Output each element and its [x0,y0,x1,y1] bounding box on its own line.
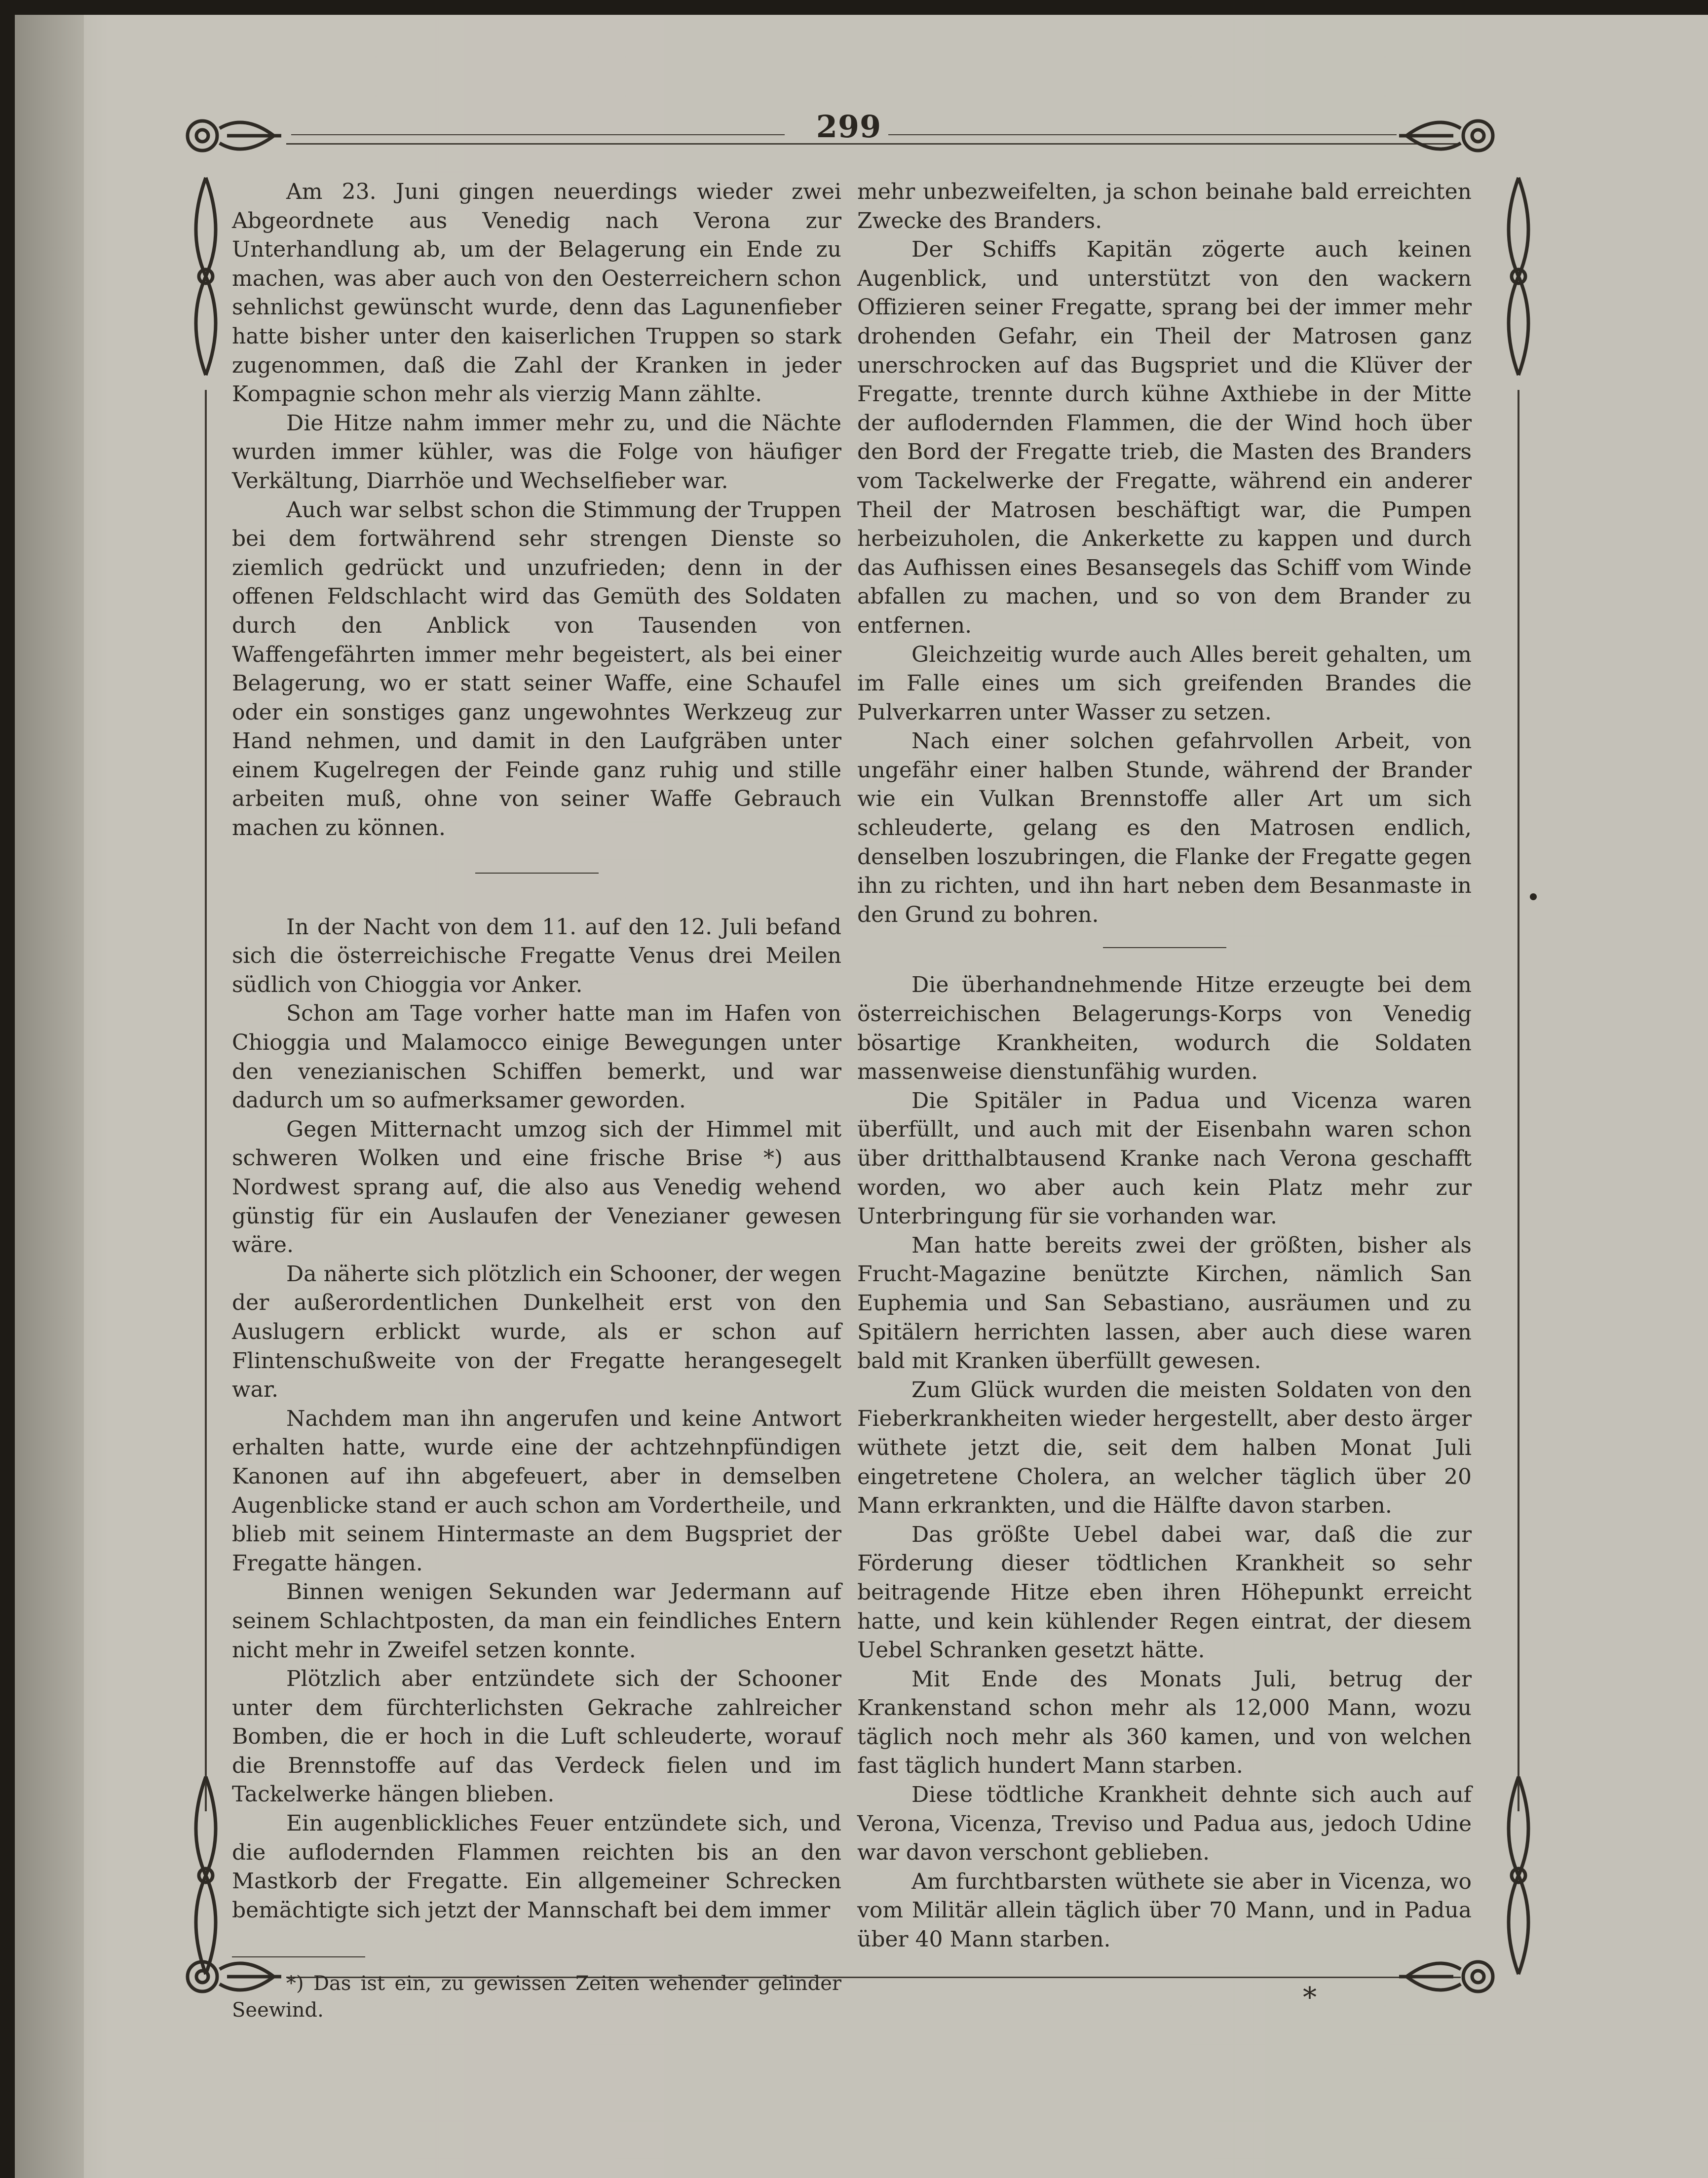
corner-ornament-bottom-right [1397,1949,1505,2004]
bottom-asterisk: * [1303,1982,1317,2014]
paragraph: Man hatte bereits zwei der größten, bisher als Frucht-Magazine benützte Kirchen, nämlich San Euphemia und San Sebastiano, ausräumen und zu Spitälern herrichten lassen, aber auch diese waren bald mit Kranken überfüllt gewesen. [857,1232,1472,1374]
left-column [232,178,841,2024]
paragraph: Schon am Tage vorher hatte man im Hafen von Chioggia und Malamocco einige Bewegungen unter den venezianischen Schiffen bemerkt, und war dadurch um so aufmerksamer geworden. [232,1001,841,1113]
paragraph: Binnen wenigen Sekunden war Jedermann auf seinem Schlachtposten, da man ein feindliches Entern nicht mehr in Zweifel setzen konnte. [232,1579,841,1663]
paragraph: Am furchtbarsten wüthete sie aber in Vicenza, wo vom Militär allein täglich über 70 Mann, und in Padua über 40 Mann starben. [857,1869,1472,1952]
paragraph: Die Hitze nahm immer mehr zu, und die Nächte wurden immer kühler, was die Folge von häufiger Verkältung, Diarrhöe und Wechselfieber war. [232,410,841,494]
side-ornament-bottom-right [1491,1772,1546,1979]
paragraph: mehr unbezweifelten, ja schon beinahe bald erreichten Zwecke des Branders. [857,179,1472,233]
section-separator [475,873,599,874]
page-gutter [15,15,84,2178]
paragraph: Auch war selbst schon die Stimmung der Truppen bei dem fortwährend sehr strengen Dienste so ziemlich gedrückt und unzufrieden; denn in der offenen Feldschlacht wird das Gemüth des Soldaten durch den Anblick von Tausenden von Waffengefährten immer mehr begeistert, als bei einer Belagerung, wo er statt seiner Waffe, eine Schaufel oder ein sonstiges ganz ungewohntes Werkzeug zur Hand nehmen, und damit in den Laufgräben unter einem Kugelregen der Feinde ganz ruhig und stille arbeiten muß, ohne von seiner Waffe Gebrauch machen zu können. [232,497,841,841]
frame-right-line [1518,390,1519,1811]
paragraph: Ein augenblickliches Feuer entzündete sich, und die auflodernden Flammen reichten bis an den Mastkorb der Fregatte. Ein allgemeiner Schrecken bemächtigte sich jetzt der Mannschaft bei dem immer [232,1811,841,1923]
paragraph: Der Schiffs Kapitän zögerte auch keinen Augenblick, und unterstützt von den wackern Offizieren seiner Fregatte, sprang bei der immer mehr drohenden Gefahr, ein Theil der Matrosen ganz unerschrocken auf das Bugspriet und die Klüver der Fregatte, trennte durch kühne Axthiebe in der Mitte der auflodernden Flammen, die der Wind hoch über den Bord der Fregatte trieb, die Masten des Branders vom Tackelwerke der Fregatte, während ein anderer Theil der Matrosen beschäftigt war, die Pumpen herbeizuholen, die Ankerkette zu kappen und durch das Aufhissen eines Besansegels das Schiff vom Winde abfallen zu machen, und so von dem Brander zu entfernen. [857,237,1472,638]
paragraph: Das größte Uebel dabei war, daß die zur Förderung dieser tödtlichen Krankheit so sehr beitragende Hitze eben ihren Höhepunkt erreicht hatte, und kein kühlender Regen eintrat, der diesem Uebel Schranken gesetzt hätte. [857,1522,1472,1663]
paragraph: Diese tödtliche Krankheit dehnte sich auch auf Verona, Vicenza, Treviso und Padua aus, jedoch Udine war davon verschont geblieben. [857,1782,1472,1866]
header-rule-left [291,134,785,135]
frame-left-line [205,390,207,1811]
header-rule-right [888,134,1397,135]
paragraph: Zum Glück wurden die meisten Soldaten von den Fieberkrankheiten wieder hergestellt, aber desto ärger wüthete jetzt die, seit dem halben Monat Juli eingetretene Cholera, an welcher täglich über 20 Mann erkrankten, und die Hälfte davon starben. [857,1377,1472,1519]
side-ornament-bottom-left [179,1772,233,1979]
footnote-rule [232,1956,365,1957]
side-ornament-top-right [1491,173,1546,380]
paragraph: Am 23. Juni gingen neuerdings wieder zwei Abgeordnete aus Venedig nach Verona zur Unterhandlung ab, um der Belagerung ein Ende zu machen, was aber auch von den Oesterreichern schon sehnlichst gewünscht wurde, denn das Lagunenfieber hatte bisher unter den kaiserlichen Truppen so stark zugenommen, daß die Zahl der Kranken in jeder Kompagnie schon mehr als vierzig Mann zählte. [232,179,841,407]
newspaper-page [15,15,1708,2178]
corner-ornament-top-right [1397,109,1505,163]
footnote: *) Das ist ein, zu gewissen Zeiten wehender gelinder Seewind. [232,1972,841,2022]
paragraph: Gegen Mitternacht umzog sich der Himmel mit schweren Wolken und eine frische Brise *) aus Nordwest sprang auf, die also aus Venedig wehend günstig für ein Auslaufen der Venezianer gewesen wäre. [232,1116,841,1258]
paragraph: Plötzlich aber entzündete sich der Schooner unter dem fürchterlichsten Gekrache zahlreicher Bomben, die er hoch in die Luft schleuderte, worauf die Brennstoffe auf das Verdeck fielen und im Tackelwerke hängen blieben. [232,1666,841,1807]
ink-dot [1530,893,1537,900]
paragraph: Mit Ende des Monats Juli, betrug der Krankenstand schon mehr als 12,000 Mann, wozu täglich noch mehr als 360 kamen, und von welchen fast täglich hundert Mann starben. [857,1666,1472,1779]
corner-ornament-top-left [175,109,284,163]
paragraph: Nach einer solchen gefahrvollen Arbeit, von ungefähr einer halben Stunde, während der Brander wie ein Vulkan Brennstoffe aller Art um sich schleuderte, gelang es den Matrosen endlich, denselben loszubringen, die Flanke der Fregatte gegen ihn zu richten, und ihn hart neben dem Besanmaste in den Grund zu bohren. [857,728,1472,927]
paragraph: Gleichzeitig wurde auch Alles bereit gehalten, um im Falle eines um sich greifenden Brandes die Pulverkarren unter Wasser zu setzen. [857,642,1472,725]
page-number: 299 [816,109,882,145]
paragraph: Die überhandnehmende Hitze erzeugte bei dem österreichischen Belagerungs-Korps von Venedig bösartige Krankheiten, wodurch die Soldaten massenweise dienstunfähig wurden. [857,972,1472,1085]
paragraph: Die Spitäler in Padua und Vicenza waren überfüllt, und auch mit der Eisenbahn waren schon über dritthalbtausend Kranke nach Verona geschafft worden, wo aber auch kein Platz mehr zur Unterbringung für sie vorhanden war. [857,1088,1472,1229]
section-separator [1103,947,1226,948]
paragraph: In der Nacht von dem 11. auf den 12. Juli befand sich die österreichische Fregatte Venus drei Meilen südlich von Chioggia vor Anker. [232,914,841,997]
paragraph: Nachdem man ihn angerufen und keine Antwort erhalten hatte, wurde eine der achtzehnpfündigen Kanonen auf ihn abgefeuert, aber in demselben Augenblicke stand er auch schon am Vordertheile, und blieb mit seinem Hintermaste an dem Bugspriet der Fregatte hängen. [232,1406,841,1576]
paragraph: Da näherte sich plötzlich ein Schooner, der wegen der außerordentlichen Dunkelheit erst von den Auslugern erblickt wurde, als er schon auf Flintenschußweite von der Fregatte herangesegelt war. [232,1261,841,1403]
right-column [857,178,1472,1954]
side-ornament-top-left [179,173,233,380]
